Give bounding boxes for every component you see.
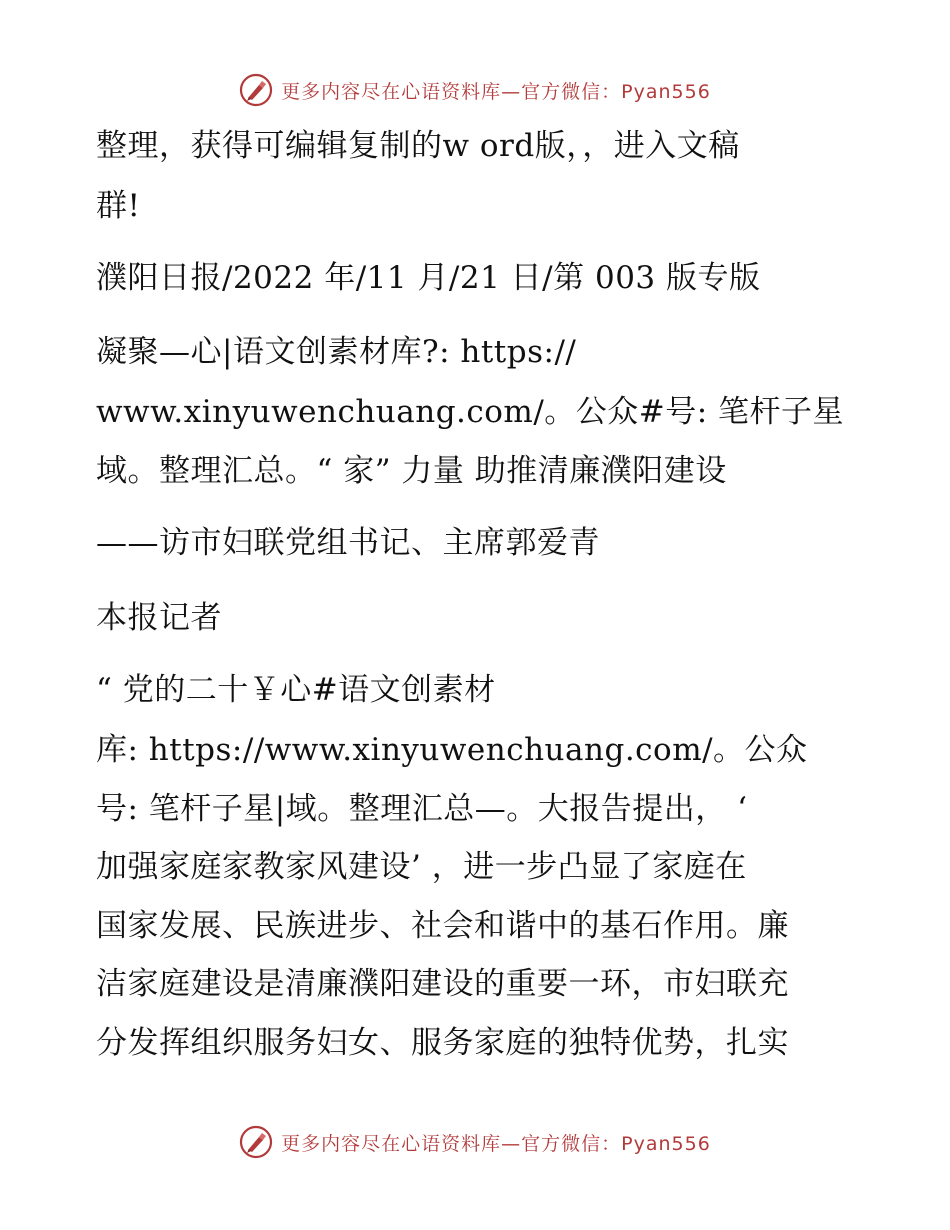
body-line: www.xinyuwenchuang.com/。公众#号: 笔杆子星 bbox=[96, 394, 845, 430]
footer-banner-text: 更多内容尽在心语资料库—官方微信：Pyan556 bbox=[281, 1132, 711, 1155]
body-line: 洁家庭建设是清廉濮阳建设的重要一环，市妇联充 bbox=[96, 966, 789, 1002]
body-line: 濮阳日报/2022 年/11 月/21 日/第 003 版专版 bbox=[96, 260, 761, 296]
body-line: ——访市妇联党组书记、主席郭爱青 bbox=[96, 525, 600, 561]
body-line: 域。整理汇总。“ 家” 力量 助推清廉濮阳建设 bbox=[96, 453, 727, 489]
body-line: 分发挥组织服务妇女、服务家庭的独特优势，扎实 bbox=[96, 1025, 789, 1061]
pen-logo-icon bbox=[239, 73, 273, 107]
pen-logo-icon bbox=[239, 1125, 273, 1159]
body-line: 加强家庭家教家风建设’ ，进一步凸显了家庭在 bbox=[96, 849, 747, 885]
body-line: “ 党的二十￥心#语文创素材 bbox=[96, 672, 496, 708]
body-line: 群! bbox=[96, 188, 141, 224]
body-line: 本报记者 bbox=[96, 600, 222, 636]
body-line: 库: https://www.xinyuwenchuang.com/。公众 bbox=[96, 732, 808, 768]
body-line: 整理，获得可编辑复制的w ord版，，进入文稿 bbox=[96, 128, 740, 164]
body-line: 国家发展、民族进步、社会和谐中的基石作用。廉 bbox=[96, 908, 789, 944]
header-banner bbox=[0, 68, 950, 112]
footer-banner bbox=[0, 1120, 950, 1164]
body-line: 号: 笔杆子星|域。整理汇总—。大报告提出， ‘ bbox=[96, 791, 748, 827]
body-line: 凝聚—心|语文创素材库?: https:// bbox=[96, 334, 577, 370]
header-banner-text: 更多内容尽在心语资料库—官方微信：Pyan556 bbox=[281, 80, 711, 103]
